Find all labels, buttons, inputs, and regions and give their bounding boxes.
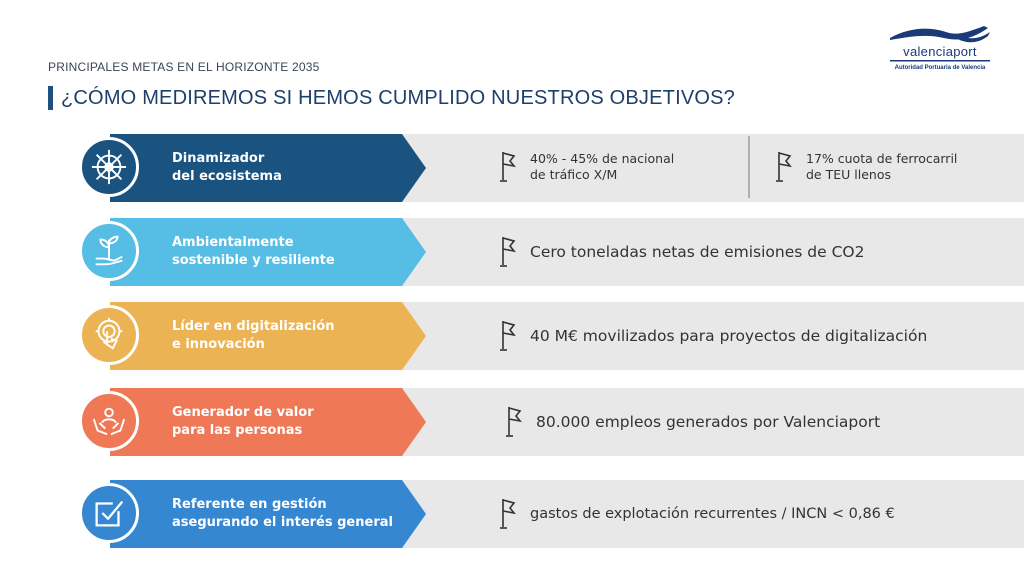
- goal-item: [500, 235, 864, 269]
- valenciaport-logo: [888, 24, 992, 80]
- flag-icon: [506, 405, 522, 439]
- flag-icon: [500, 497, 516, 531]
- goal-item: [500, 497, 895, 531]
- flag-icon: [500, 319, 516, 353]
- page-title: ¿CÓMO MEDIREMOS SI HEMOS CUMPLIDO NUESTROS OBJETIVOS?: [61, 86, 736, 109]
- objective-icon-circle: [79, 483, 139, 543]
- objective-row-ecosystem: [76, 134, 1024, 202]
- goal-text: Cero toneladas netas de emisiones de CO2: [530, 243, 865, 261]
- goal-item: [776, 150, 957, 184]
- objective-row-digitalization: [76, 302, 1024, 370]
- flag-icon: [500, 150, 516, 184]
- goal-text: 80.000 empleos generados por Valenciaport: [536, 413, 881, 431]
- goal-text: gastos de explotación recurrentes / INCN < 0,86 €: [530, 506, 895, 522]
- goal-item: [500, 150, 674, 184]
- objective-label: Dinamizador del ecosistema: [172, 151, 282, 184]
- logo-rule: [890, 60, 990, 63]
- objective-row-people: [76, 388, 1024, 456]
- goal-text: 40 M€ movilizados para proyectos de digitalización: [530, 327, 928, 345]
- objective-label: Ambientalmente sostenible y resiliente: [172, 235, 335, 268]
- ship-wheel-icon: [90, 148, 128, 186]
- digital-touch-icon: [90, 316, 128, 354]
- objective-icon-circle: [79, 305, 139, 365]
- objective-row-management: [76, 480, 1024, 548]
- flag-icon: [776, 150, 792, 184]
- objective-label: Generador de valor para las personas: [172, 405, 314, 438]
- title-accent-bar: [48, 86, 53, 110]
- goal-text: 17% cuota de ferrocarril: [806, 151, 958, 166]
- plant-in-hand-icon: [90, 232, 128, 270]
- goal-text: de tráfico X/M: [530, 167, 618, 182]
- goal-text: 40% - 45% de nacional: [530, 151, 675, 166]
- objective-icon-circle: [79, 137, 139, 197]
- people-care-icon: [90, 402, 128, 440]
- logo-wave-icon: [888, 24, 992, 46]
- objective-row-sustainability: [76, 218, 1024, 286]
- objective-label: Líder en digitalización e innovación: [172, 319, 335, 352]
- goal-item: [500, 319, 927, 353]
- objective-icon-circle: [79, 391, 139, 451]
- logo-wordmark: valenciaport: [903, 44, 977, 59]
- goal-item: [506, 405, 880, 439]
- goal-divider: [748, 136, 750, 198]
- goal-text: de TEU llenos: [806, 167, 891, 182]
- objective-label: Referente en gestión asegurando el interés general: [172, 497, 393, 530]
- objective-icon-circle: [79, 221, 139, 281]
- page-title-block: [48, 86, 735, 110]
- logo-caption: Autoridad Portuaria de Valencia: [894, 65, 986, 71]
- checkbox-icon: [90, 494, 128, 532]
- flag-icon: [500, 235, 516, 269]
- page-subtitle: PRINCIPALES METAS EN EL HORIZONTE 2035: [48, 60, 320, 74]
